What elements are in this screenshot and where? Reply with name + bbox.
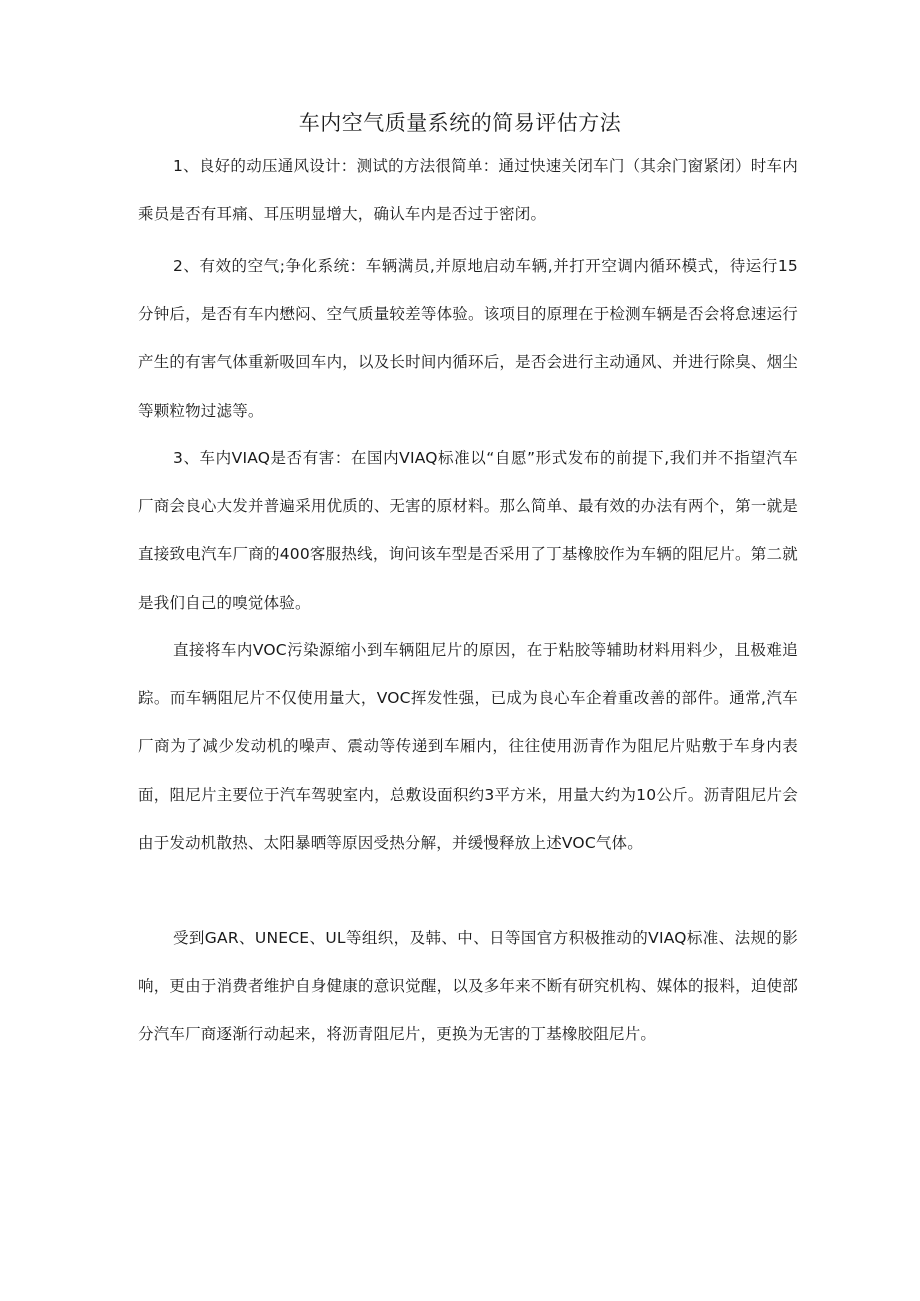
paragraph-purification: 2、有效的空气;争化系统：车辆满员,并原地启动车辆,并打开空调内循环模式，待运行15分钟后，是否有车内懋闷、空气质量较差等体验。该项目的原理在于检测车辆是否会将怠速运行产生的有害气体重新吸回车内，以及长时间内循环后，是否会进行主动通风、并进行除臭、烟尘等颗粒物过滤等。 [138,257,798,420]
document-title: 车内空气质量系统的简易评估方法 [298,111,622,135]
paragraph-viaq: 3、车内VIAQ是否有害：在国内VIAQ标准以“自愿”形式发布的前提下,我们并不指望汽车厂商会良心大发并普遍采用优质的、无害的原材料。那么简单、最有效的办法有两个，第一就是直接致电汽车厂商的400客服热线，询问该车型是否采用了丁基橡胶作为车辆的阻尼片。第二就是我们自己的嗅觉体验。 [138,449,798,612]
paragraph-ventilation: 1、良好的动压通风设计：测试的方法很简单：通过快速关闭车门（其余门窗紧闭）时车内乘员是否有耳痛、耳压明显增大，确认车内是否过于密闭。 [138,157,798,224]
paragraph-voc-damping: 直接将车内VOC污染源缩小到车辆阻尼片的原因，在于粘胶等辅助材料用料少，且极难追踪。而车辆阻尼片不仅使用量大，VOC挥发性强，已成为良心车企着重改善的部件。通常,汽车厂商为了减少发动机的噪声、震动等传递到车厢内，往往使用沥青作为阻尼片贴敷于车身内表面，阻尼片主要位于汽车驾驶室内，总敷设面积约3平方米，用量大约为10公斤。沥青阻尼片会由于发动机散热、太阳暴晒等原因受热分解，并缓慢释放上述VOC气体。 [138,641,798,852]
paragraph-standards: 受到GAR、UNECE、UL等组织，及韩、中、日等国官方积极推动的VIAQ标准、法规的影响，更由于消费者维护自身健康的意识觉醒，以及多年来不断有研究机构、媒体的报料，迫使部分汽车厂商逐渐行动起来，将沥青阻尼片，更换为无害的丁基橡胶阻尼片。 [138,929,798,1044]
